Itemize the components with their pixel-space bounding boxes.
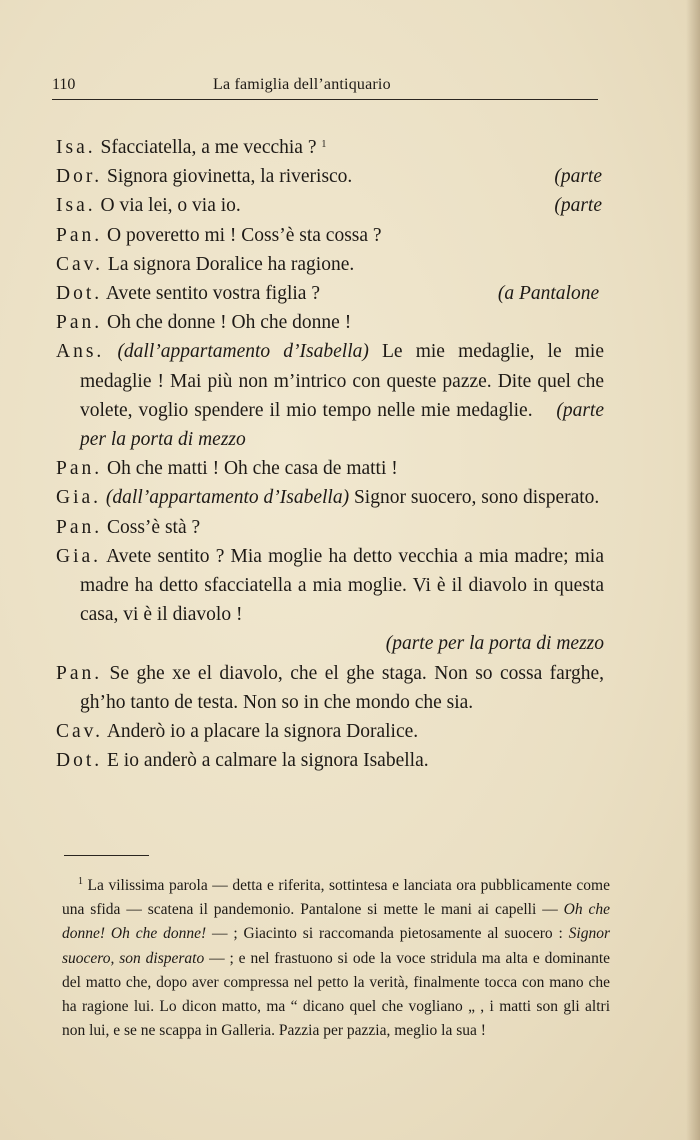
line-text: E io anderò a calmare la signora Isabella.: [102, 750, 429, 772]
footnote-text: — ; Giacinto si raccomanda pietosamente al suocero :: [206, 925, 569, 943]
dialogue-line: [56, 659, 604, 717]
footnote-text: — ; e nel frastuono si ode la voce stridula ma alta e dominante del matto che, dopo aver compressa nel petto la verità, finalmente tocca con mano che ha ragione lui. Lo dicon matto, ma “ dicano quel che vogliano „ , i matti son gli altri non lui, e se ne scappa in Galleria. Pazzia per pazzia, meglio la sua !: [62, 949, 611, 1040]
dialogue-line: [56, 513, 604, 542]
line-text: Oh che matti ! Oh che casa de matti !: [102, 458, 398, 480]
stage-direction: (parte per la porta di mezzo: [385, 633, 604, 655]
footnote-quote: Oh che donne! Oh che donne!: [62, 901, 610, 943]
header-rule: [52, 99, 598, 100]
footnote-reference: 1: [321, 139, 327, 150]
page-number: 110: [52, 76, 76, 93]
line-text: Sfacciatella, a me vecchia ?: [95, 137, 322, 158]
dialogue-line: [56, 337, 604, 454]
speaker-label: Pan.: [56, 662, 103, 684]
footnote-quote: Signor suocero, son disperato: [62, 925, 610, 967]
page-edge-shadow: [686, 0, 700, 1140]
footnote-mark: 1: [78, 876, 83, 887]
speaker-label: Dot.: [56, 750, 103, 772]
stage-direction: (parte per la porta di mezzo: [80, 399, 604, 451]
speaker-label: Isa.: [56, 195, 96, 217]
running-title: La famiglia dell’antiquario: [213, 76, 391, 93]
footnote-rule: [64, 855, 149, 856]
line-text: Le mie medaglie, le mie medaglie ! Mai più non m’intrico con queste pazze. Dite quel che volete, voglio spendere il mio tempo nelle mie medaglie.: [80, 341, 605, 421]
line-text: Avete sentito ? Mia moglie ha detto vecchia a mia madre; mia madre ha detto sfacciatella a mia moglie. Vi è il diavolo in questa casa, vi è il diavolo !: [80, 545, 604, 626]
dialogue-line: [56, 717, 604, 746]
speaker-label: Dot.: [56, 283, 103, 305]
dialogue-block: [56, 130, 604, 775]
line-text: O poveretto mi ! Coss’è sta cossa ?: [102, 224, 382, 246]
stage-direction: (dall’appartamento d’Isabella): [105, 487, 350, 509]
line-text: La signora Doralice ha ragione.: [103, 253, 355, 275]
footnote: [62, 870, 610, 1043]
dialogue-line: [56, 746, 604, 775]
line-text: Se ghe xe el diavolo, che el ghe staga. Non so cossa farghe, gh’ho tanto de testa. Non so in che mondo che sia.: [80, 662, 604, 713]
speaker-label: Gia.: [56, 545, 102, 567]
stage-direction: (dall’appartamento d’Isabella): [117, 341, 369, 363]
line-text: O via lei, o via io.: [95, 195, 241, 217]
speaker-label: Pan.: [56, 312, 103, 334]
speaker-label: Dor.: [56, 166, 103, 188]
speaker-label: Pan.: [56, 516, 103, 538]
speaker-label: Gia.: [56, 487, 102, 509]
dialogue-line: [56, 250, 604, 279]
dialogue-line: [56, 191, 604, 220]
footnote-text: La vilissima parola — detta e riferita, sottintesa e lanciata ora pubblicamente come una sfida — scatena il pandemonio. Pantalone si mette le mani ai capelli —: [62, 877, 610, 919]
dialogue-line: [56, 221, 604, 250]
stage-direction: (a Pantalone: [497, 283, 600, 305]
speaker-label: Isa.: [56, 137, 96, 158]
line-text: Signor suocero, sono disperato.: [349, 487, 600, 509]
dialogue-line: [56, 308, 604, 337]
speaker-label: Pan.: [56, 224, 103, 246]
speaker-label: Cav.: [56, 253, 104, 275]
stage-direction-line: [56, 629, 604, 658]
dialogue-line: [56, 542, 604, 630]
line-text: Oh che donne ! Oh che donne !: [102, 312, 352, 334]
line-text: Signora giovinetta, la riverisco.: [102, 166, 353, 188]
speaker-label: Ans.: [56, 341, 105, 363]
dialogue-line: [56, 483, 604, 512]
stage-direction: (parte: [554, 195, 602, 217]
dialogue-line: [56, 454, 604, 483]
speaker-label: Pan.: [56, 458, 103, 480]
dialogue-line: [56, 130, 604, 162]
speaker-label: Cav.: [56, 721, 104, 743]
dialogue-line: [56, 279, 604, 308]
dialogue-line: [56, 162, 604, 191]
line-text: Avete sentito vostra figlia ?: [102, 283, 320, 305]
line-text: Coss’è stà ?: [102, 516, 201, 538]
stage-direction: (parte: [554, 166, 602, 188]
line-text: Anderò io a placare la signora Doralice.: [103, 721, 419, 743]
